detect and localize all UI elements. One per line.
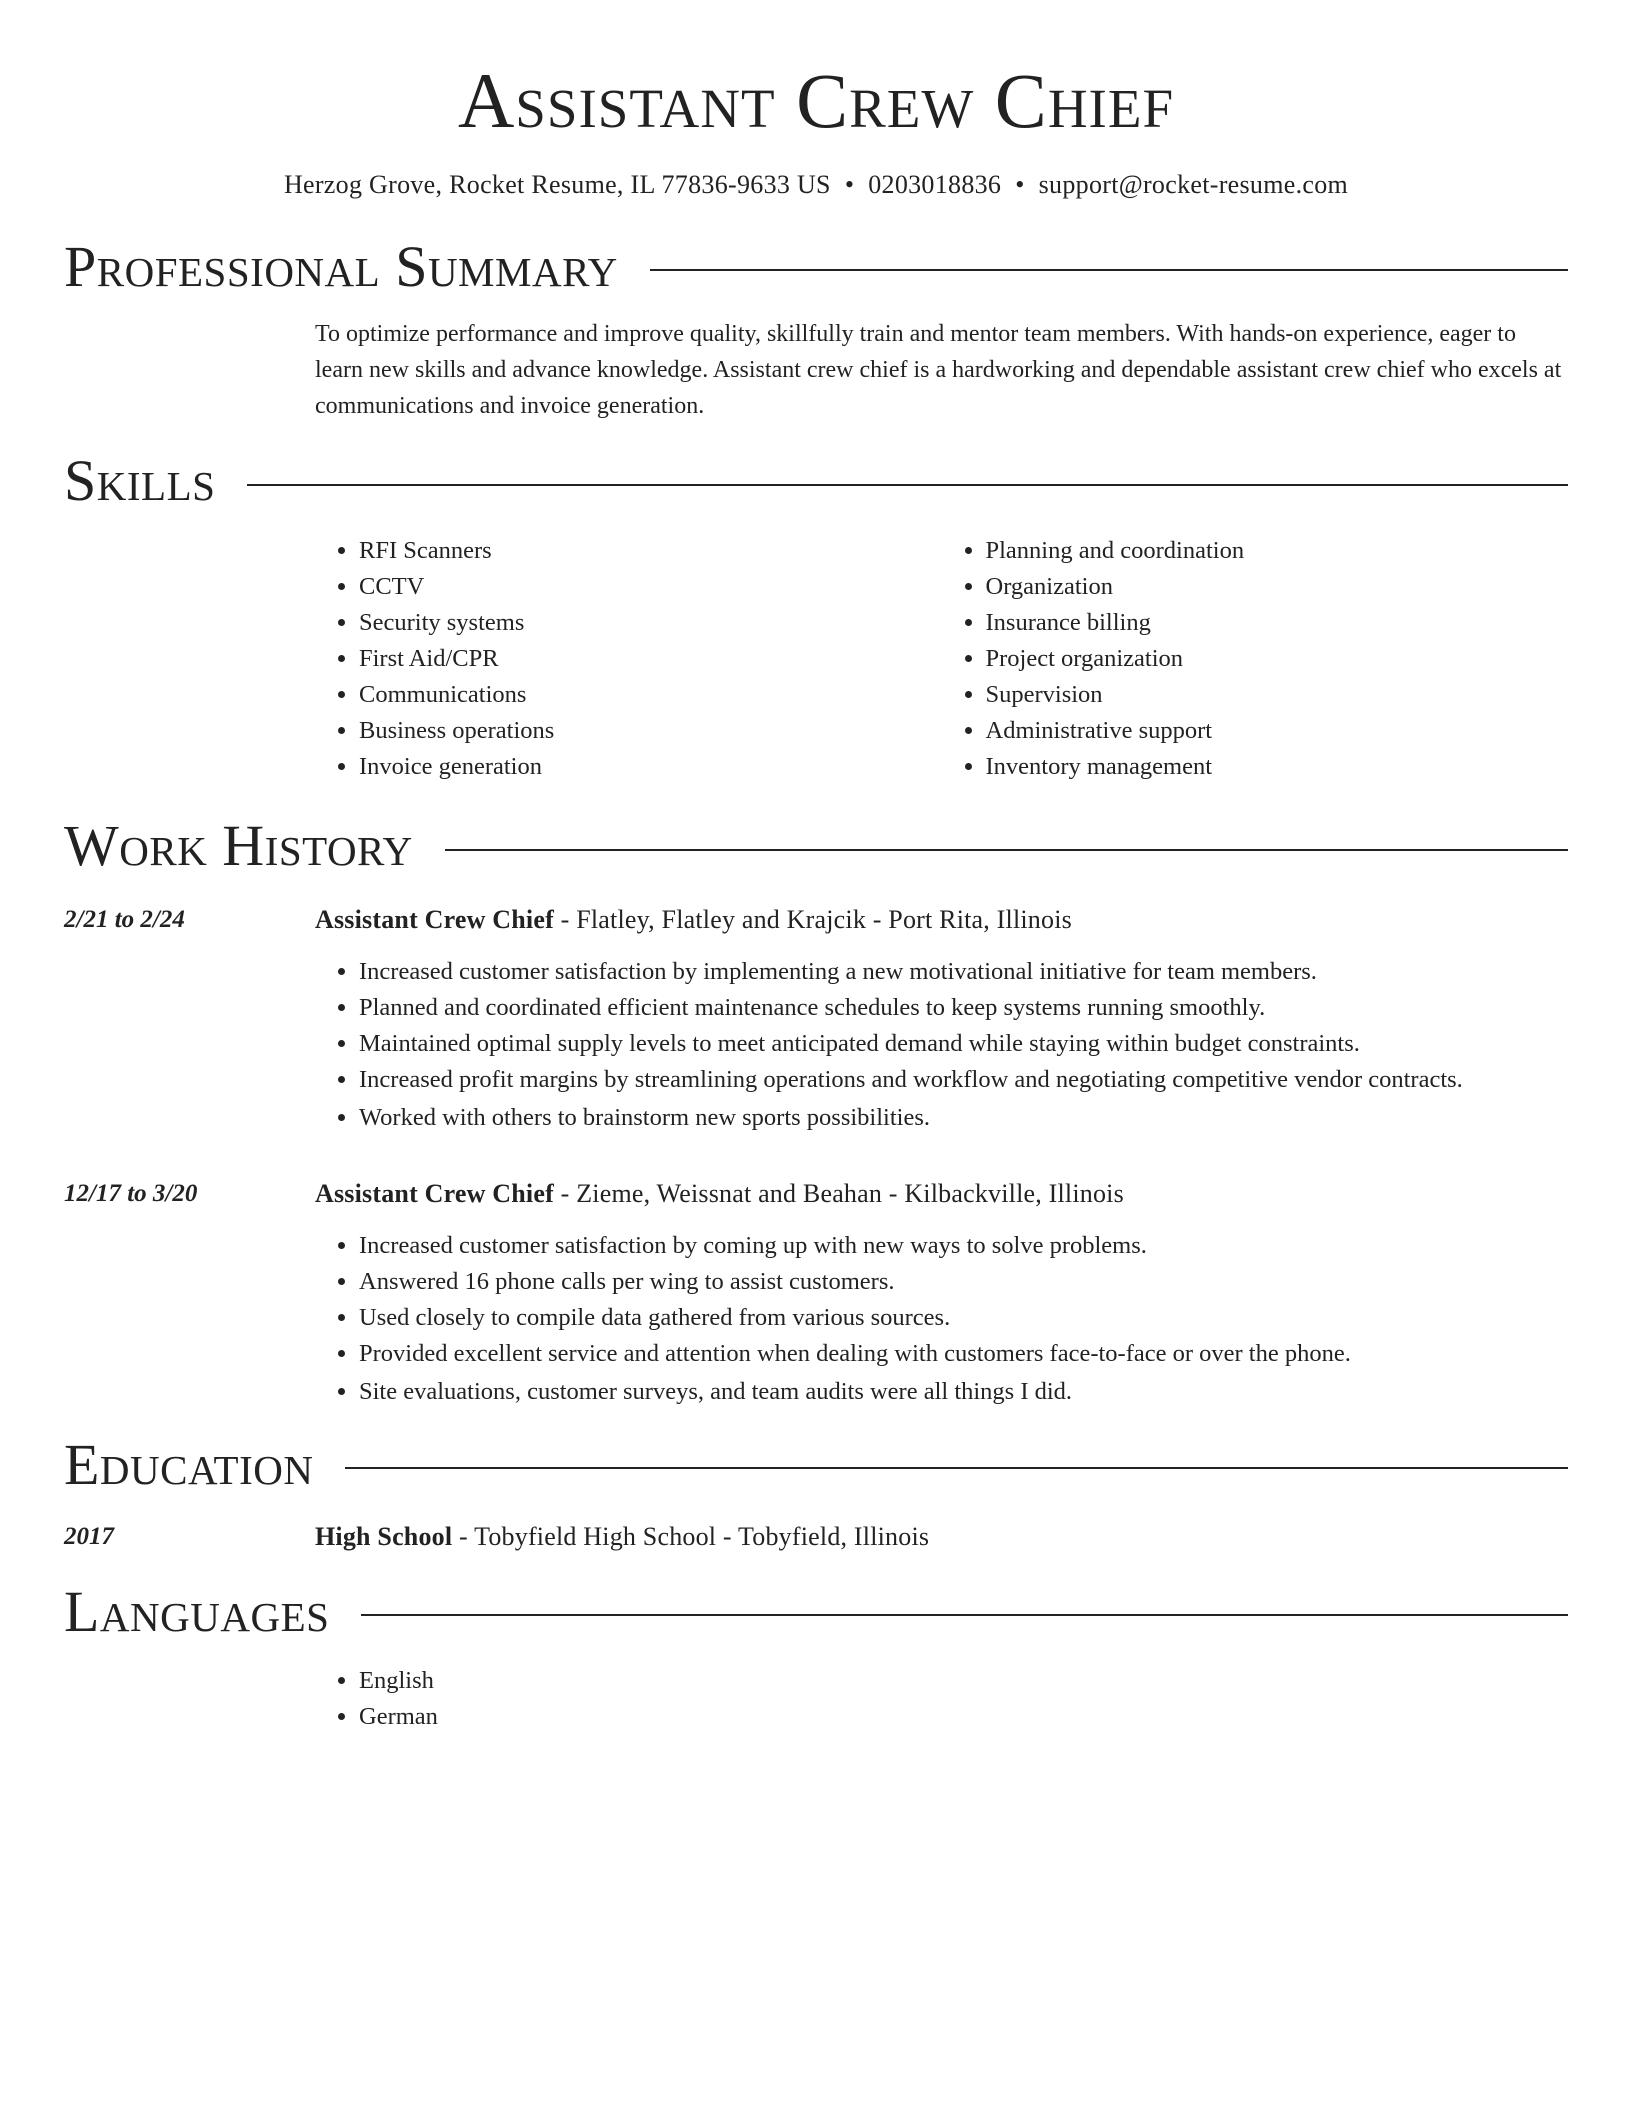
- job-title-line: [315, 902, 1463, 938]
- work-history: [64, 902, 1568, 1410]
- work-section-header: [64, 813, 1568, 880]
- education-entry: [64, 1519, 1568, 1555]
- summary-text: To optimize performance and improve quality, skillfully train and mentor team members. With hands-on experience, eager to learn new skills and advance knowledge. Assistant crew chief is a hardworking and dependable assistant crew chief who excels at communications and invoice generation.: [315, 321, 1562, 420]
- skill-item: • Project organization: [986, 641, 1569, 677]
- skills-column-right: [942, 533, 1569, 785]
- education-title-line: [315, 1519, 929, 1555]
- contact-line: [64, 170, 1568, 200]
- skill-item: • RFI Scanners: [359, 533, 942, 569]
- job-bullet: • Provided excellent service and attention when dealing with customers face-to-face or over the phone.: [359, 1336, 1351, 1372]
- skill-item: • CCTV: [359, 569, 942, 605]
- skill-item: • First Aid/CPR: [359, 641, 942, 677]
- job-bullet: • Used closely to compile data gathered from various sources.: [359, 1300, 1351, 1336]
- skill-item: • Organization: [986, 569, 1569, 605]
- section-divider: [650, 269, 1568, 271]
- job-bullet: • Answered 16 phone calls per wing to assist customers.: [359, 1264, 1351, 1300]
- job-entry: [64, 1176, 1568, 1410]
- job-bullet: • Worked with others to brainstorm new sports possibilities.: [359, 1100, 1463, 1136]
- section-divider: [345, 1467, 1568, 1469]
- contact-address: Herzog Grove, Rocket Resume, IL 77836-9633 US: [283, 169, 831, 199]
- education-list: [64, 1519, 1568, 1555]
- skills-column-left: [315, 533, 942, 785]
- job-entry: [64, 902, 1568, 1136]
- job-dates: 12/17 to 3/20: [64, 1179, 198, 1207]
- skill-item: • Inventory management: [986, 749, 1569, 785]
- section-divider: [247, 484, 1568, 486]
- job-details: - Zieme, Weissnat and Beahan - Kilbackville, Illinois: [553, 1178, 1124, 1208]
- skill-item: • Communications: [359, 677, 942, 713]
- skills-section-header: [64, 448, 1568, 515]
- education-heading: Education: [64, 1431, 314, 1497]
- job-bullet: • Maintained optimal supply levels to meet anticipated demand while staying within budget constraints.: [359, 1026, 1463, 1062]
- skill-item: • Security systems: [359, 605, 942, 641]
- contact-separator: •: [844, 169, 855, 199]
- job-bullets: [315, 954, 1463, 1136]
- job-body: [315, 1176, 1351, 1410]
- summary-heading: Professional Summary: [64, 233, 618, 299]
- job-bullet: • Increased profit margins by streamlining operations and workflow and negotiating competitive vendor contracts.: [359, 1062, 1463, 1098]
- job-title: Assistant Crew Chief: [315, 1178, 554, 1208]
- skills-heading: Skills: [64, 448, 216, 514]
- skill-item: • Insurance billing: [986, 605, 1569, 641]
- job-dates: 2/21 to 2/24: [64, 905, 185, 933]
- languages-bullets: [315, 1663, 1568, 1735]
- job-details: - Flatley, Flatley and Krajcik - Port Rita, Illinois: [553, 904, 1072, 934]
- skill-item: • Invoice generation: [359, 749, 942, 785]
- education-degree: High School: [315, 1521, 453, 1551]
- work-heading: Work History: [64, 813, 413, 879]
- job-bullet: • Planned and coordinated efficient maintenance schedules to keep systems running smoothly.: [359, 990, 1463, 1026]
- resume-name: Assistant Crew Chief: [457, 57, 1175, 144]
- job-bullet: • Increased customer satisfaction by coming up with new ways to solve problems.: [359, 1228, 1351, 1264]
- education-details: - Tobyfield High School - Tobyfield, Illinois: [452, 1521, 930, 1551]
- skill-item: • Supervision: [986, 677, 1569, 713]
- section-divider: [361, 1614, 1568, 1616]
- contact-separator: •: [1015, 169, 1025, 199]
- job-title-line: [315, 1176, 1351, 1212]
- skill-item: • Planning and coordination: [986, 533, 1569, 569]
- contact-email: support@rocket-resume.com: [1038, 169, 1349, 199]
- resume-page: [64, 0, 1568, 1735]
- job-body: [315, 902, 1463, 1136]
- section-divider: [445, 849, 1568, 851]
- language-item: • German: [359, 1699, 1568, 1735]
- job-bullets: [315, 1228, 1351, 1410]
- job-bullet: • Increased customer satisfaction by implementing a new motivational initiative for team members.: [359, 954, 1463, 990]
- summary-section-header: [64, 234, 1568, 301]
- languages-heading: Languages: [64, 1578, 330, 1644]
- skill-item: • Business operations: [359, 713, 942, 749]
- language-item: • English: [359, 1663, 1568, 1699]
- skills-list: [315, 533, 1568, 785]
- job-title: Assistant Crew Chief: [315, 904, 554, 934]
- contact-phone: 0203018836: [868, 169, 1002, 199]
- job-bullet: • Site evaluations, customer surveys, and team audits were all things I did.: [359, 1374, 1351, 1410]
- languages-list: [315, 1663, 1568, 1735]
- skill-item: • Administrative support: [986, 713, 1569, 749]
- education-section-header: [64, 1432, 1568, 1499]
- education-year: 2017: [64, 1522, 114, 1550]
- languages-section-header: [64, 1579, 1568, 1646]
